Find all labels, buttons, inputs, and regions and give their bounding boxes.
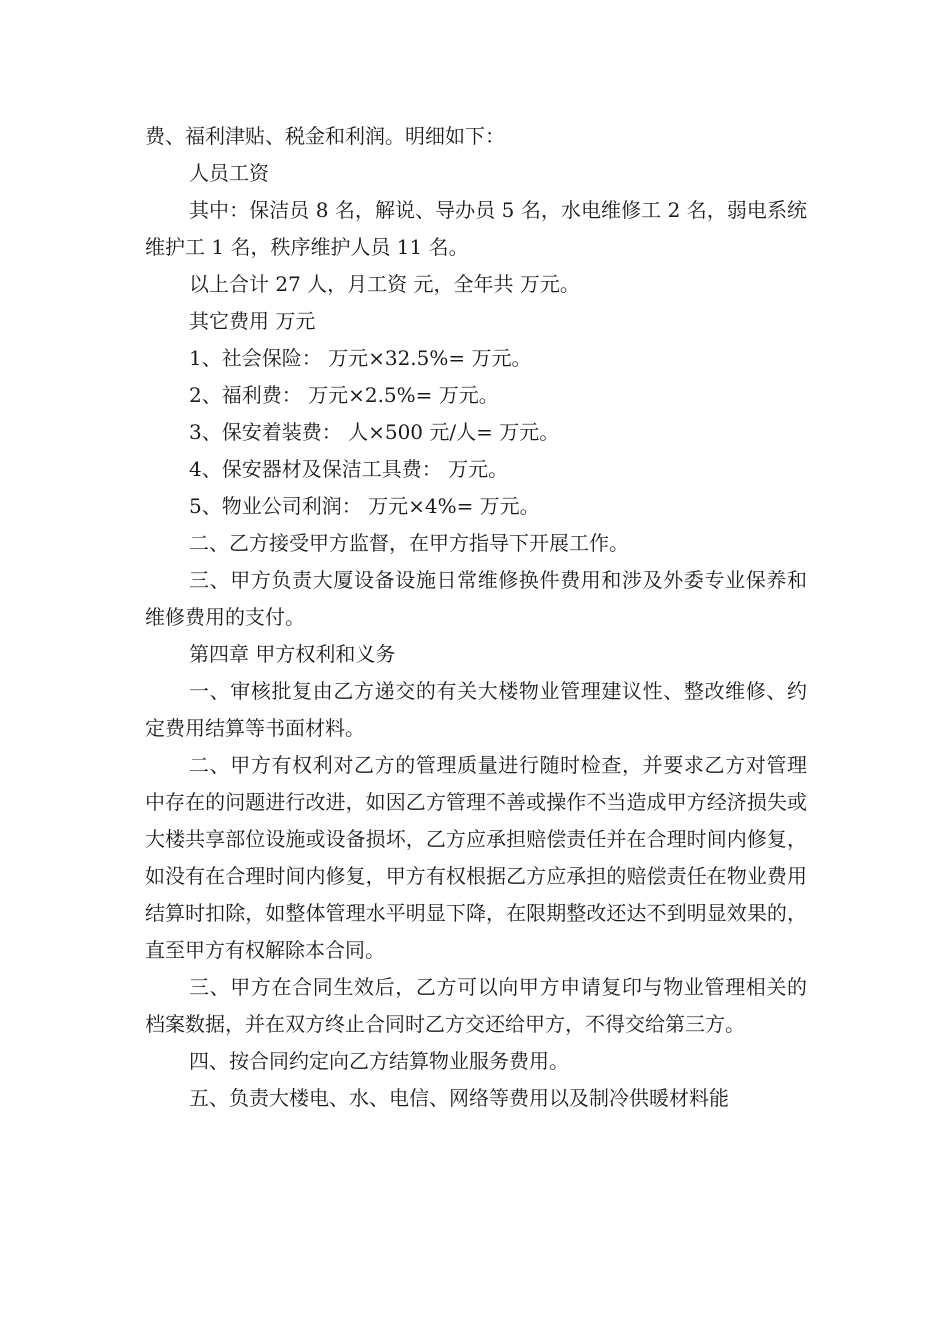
paragraph-15: 二、甲方有权利对乙方的管理质量进行随时检查，并要求乙方对管理中存在的问题进行改进，如因乙方管理不善或操作不当造成甲方经济损失或大楼共享部位设施或设备损坏，乙方应承担赔偿责任并在合理时间内修复，如没有在合理时间内修复，甲方有权根据乙方应承担的赔偿责任在物业费用结算时扣除，如整体管理水平明显下降，在限期整改还达不到明显效果的，直至甲方有权解除本合同。 bbox=[145, 753, 807, 962]
paragraph-6: 1、社会保险： 万元×32.5%= 万元。 bbox=[189, 346, 532, 370]
paragraph-14: 一、审核批复由乙方递交的有关大楼物业管理建议性、整改维修、约定费用结算等书面材料。 bbox=[145, 679, 807, 740]
document-body bbox=[145, 118, 807, 1117]
paragraph-16: 三、甲方在合同生效后，乙方可以向甲方申请复印与物业管理相关的档案数据，并在双方终止合同时乙方交还给甲方，不得交给第三方。 bbox=[145, 975, 807, 1036]
paragraph-3: 其中：保洁员 8 名，解说、导办员 5 名，水电维修工 2 名，弱电系统维护工 1 名，秩序维护人员 11 名。 bbox=[145, 198, 807, 259]
paragraph-18: 五、负责大楼电、水、电信、网络等费用以及制冷供暖材料能 bbox=[189, 1086, 729, 1110]
paragraph-8: 3、保安着装费： 人×500 元/人= 万元。 bbox=[189, 420, 560, 444]
paragraph-5: 其它费用 万元 bbox=[189, 309, 316, 333]
paragraph-17: 四、按合同约定向乙方结算物业服务费用。 bbox=[189, 1049, 569, 1073]
paragraph-7: 2、福利费： 万元×2.5%= 万元。 bbox=[189, 383, 499, 407]
paragraph-11: 二、乙方接受甲方监督，在甲方指导下开展工作。 bbox=[189, 531, 629, 555]
paragraph-9: 4、保安器材及保洁工具费： 万元。 bbox=[189, 457, 509, 481]
paragraph-4: 以上合计 27 人，月工资 元，全年共 万元。 bbox=[189, 272, 580, 296]
paragraph-1: 费、福利津贴、税金和利润。明细如下： bbox=[145, 124, 505, 148]
paragraph-12: 三、甲方负责大厦设备设施日常维修换件费用和涉及外委专业保养和维修费用的支付。 bbox=[145, 568, 807, 629]
paragraph-10: 5、物业公司利润： 万元×4%= 万元。 bbox=[189, 494, 540, 518]
paragraph-2: 人员工资 bbox=[189, 161, 269, 185]
chapter-heading: 第四章 甲方权利和义务 bbox=[189, 642, 396, 666]
